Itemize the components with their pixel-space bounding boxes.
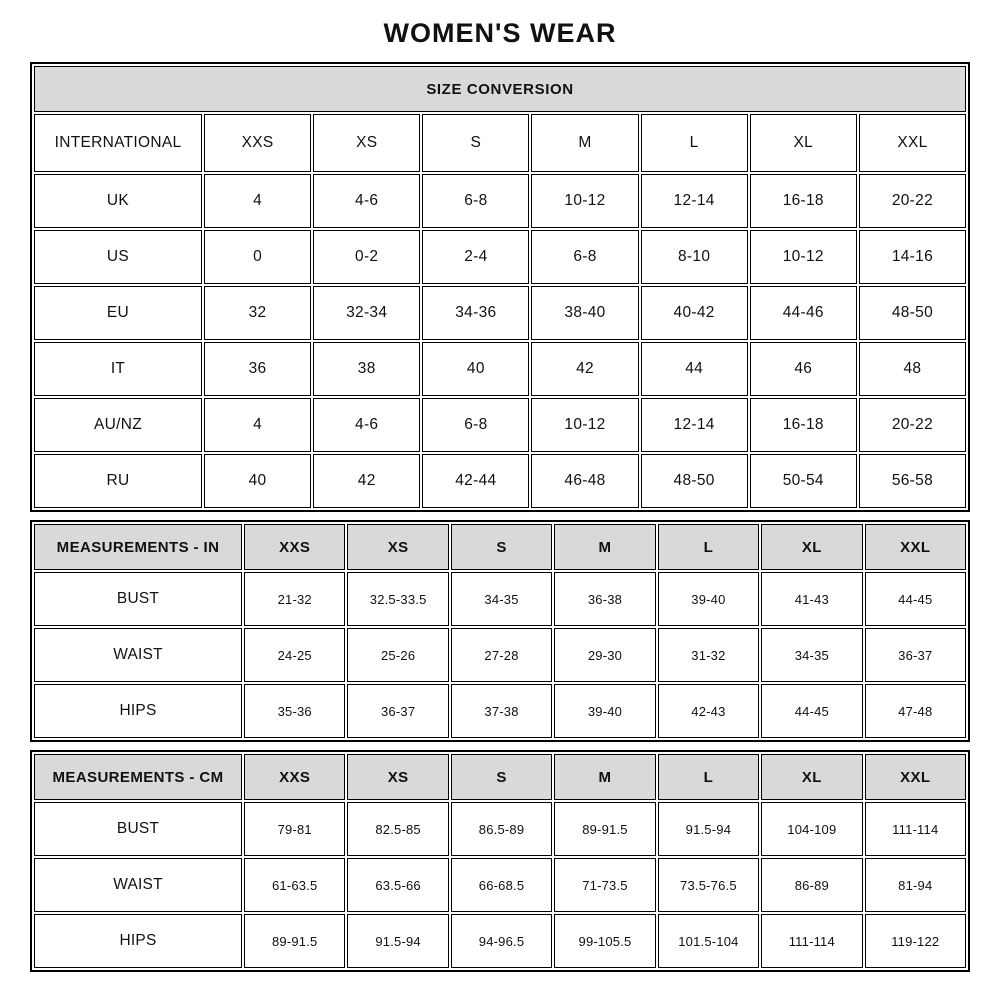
value-cell: 4 [204,174,311,228]
value-cell: 89-91.5 [554,802,655,856]
value-cell: 63.5-66 [347,858,448,912]
value-cell: 46 [750,342,857,396]
row-label: HIPS [34,914,242,968]
column-header-size: M [554,754,655,800]
table-row [34,802,966,856]
value-cell: 4-6 [313,174,420,228]
column-header-size: L [658,754,759,800]
value-cell: 12-14 [641,398,748,452]
row-label: BUST [34,572,242,626]
value-cell: 44-45 [761,684,862,738]
column-header-label: INTERNATIONAL [34,114,202,172]
value-cell: 111-114 [761,914,862,968]
value-cell: 38-40 [531,286,638,340]
value-cell: 94-96.5 [451,914,552,968]
row-label: BUST [34,802,242,856]
value-cell: 48-50 [859,286,966,340]
column-header-size: XS [313,114,420,172]
value-cell: 35-36 [244,684,345,738]
column-header-size: XS [347,754,448,800]
column-header-size: XS [347,524,448,570]
table-row [34,914,966,968]
value-cell: 71-73.5 [554,858,655,912]
value-cell: 39-40 [658,572,759,626]
value-cell: 34-35 [761,628,862,682]
column-header-size: S [451,754,552,800]
value-cell: 36 [204,342,311,396]
value-cell: 61-63.5 [244,858,345,912]
value-cell: 111-114 [865,802,966,856]
value-cell: 0 [204,230,311,284]
table-row [34,858,966,912]
column-header-size: XXL [865,754,966,800]
value-cell: 81-94 [865,858,966,912]
value-cell: 21-32 [244,572,345,626]
column-header-size: XL [761,754,862,800]
table-row [34,454,966,508]
value-cell: 32.5-33.5 [347,572,448,626]
row-label: AU/NZ [34,398,202,452]
value-cell: 31-32 [658,628,759,682]
value-cell: 16-18 [750,174,857,228]
table-row [34,628,966,682]
table-row [34,398,966,452]
value-cell: 34-35 [451,572,552,626]
value-cell: 24-25 [244,628,345,682]
value-cell: 82.5-85 [347,802,448,856]
value-cell: 91.5-94 [347,914,448,968]
value-cell: 20-22 [859,398,966,452]
value-cell: 10-12 [531,174,638,228]
value-cell: 47-48 [865,684,966,738]
value-cell: 99-105.5 [554,914,655,968]
value-cell: 39-40 [554,684,655,738]
value-cell: 41-43 [761,572,862,626]
table-row [34,286,966,340]
value-cell: 91.5-94 [658,802,759,856]
value-cell: 0-2 [313,230,420,284]
value-cell: 36-37 [347,684,448,738]
value-cell: 40-42 [641,286,748,340]
column-header-size: XXS [244,754,345,800]
value-cell: 6-8 [422,398,529,452]
value-cell: 79-81 [244,802,345,856]
value-cell: 16-18 [750,398,857,452]
column-header-size: XXS [244,524,345,570]
value-cell: 10-12 [531,398,638,452]
value-cell: 32-34 [313,286,420,340]
value-cell: 44-45 [865,572,966,626]
value-cell: 14-16 [859,230,966,284]
value-cell: 101.5-104 [658,914,759,968]
value-cell: 42-44 [422,454,529,508]
value-cell: 32 [204,286,311,340]
value-cell: 46-48 [531,454,638,508]
value-cell: 40 [204,454,311,508]
value-cell: 50-54 [750,454,857,508]
column-header-size: M [554,524,655,570]
row-label: HIPS [34,684,242,738]
value-cell: 4-6 [313,398,420,452]
value-cell: 66-68.5 [451,858,552,912]
value-cell: 29-30 [554,628,655,682]
value-cell: 42 [313,454,420,508]
measurements-cm-table [30,750,970,972]
row-label: EU [34,286,202,340]
table-row [34,684,966,738]
value-cell: 86.5-89 [451,802,552,856]
value-cell: 2-4 [422,230,529,284]
row-label: WAIST [34,628,242,682]
column-header-size: S [451,524,552,570]
value-cell: 44-46 [750,286,857,340]
value-cell: 73.5-76.5 [658,858,759,912]
value-cell: 6-8 [422,174,529,228]
value-cell: 20-22 [859,174,966,228]
table-row [34,572,966,626]
column-header-label: MEASUREMENTS - IN [34,524,242,570]
value-cell: 4 [204,398,311,452]
value-cell: 38 [313,342,420,396]
value-cell: 36-37 [865,628,966,682]
table-row [34,174,966,228]
column-header-size: L [641,114,748,172]
column-header-size: XL [750,114,857,172]
value-cell: 40 [422,342,529,396]
value-cell: 86-89 [761,858,862,912]
column-header-size: XL [761,524,862,570]
value-cell: 119-122 [865,914,966,968]
row-label: US [34,230,202,284]
row-label: RU [34,454,202,508]
row-label: IT [34,342,202,396]
value-cell: 104-109 [761,802,862,856]
value-cell: 44 [641,342,748,396]
column-header-size: M [531,114,638,172]
measurements-in-table [30,520,970,742]
value-cell: 36-38 [554,572,655,626]
table-row [34,230,966,284]
value-cell: 25-26 [347,628,448,682]
value-cell: 89-91.5 [244,914,345,968]
value-cell: 27-28 [451,628,552,682]
value-cell: 8-10 [641,230,748,284]
row-label: UK [34,174,202,228]
value-cell: 42 [531,342,638,396]
table-row [34,342,966,396]
value-cell: 48 [859,342,966,396]
value-cell: 42-43 [658,684,759,738]
table-banner: SIZE CONVERSION [34,66,966,112]
column-header-label: MEASUREMENTS - CM [34,754,242,800]
column-header-size: L [658,524,759,570]
value-cell: 37-38 [451,684,552,738]
value-cell: 6-8 [531,230,638,284]
value-cell: 56-58 [859,454,966,508]
value-cell: 10-12 [750,230,857,284]
column-header-size: XXL [865,524,966,570]
column-header-size: XXS [204,114,311,172]
row-label: WAIST [34,858,242,912]
value-cell: 34-36 [422,286,529,340]
column-header-size: S [422,114,529,172]
value-cell: 12-14 [641,174,748,228]
column-header-size: XXL [859,114,966,172]
page-title: WOMEN'S WEAR [383,18,617,48]
size-conversion-table [30,62,970,512]
value-cell: 48-50 [641,454,748,508]
